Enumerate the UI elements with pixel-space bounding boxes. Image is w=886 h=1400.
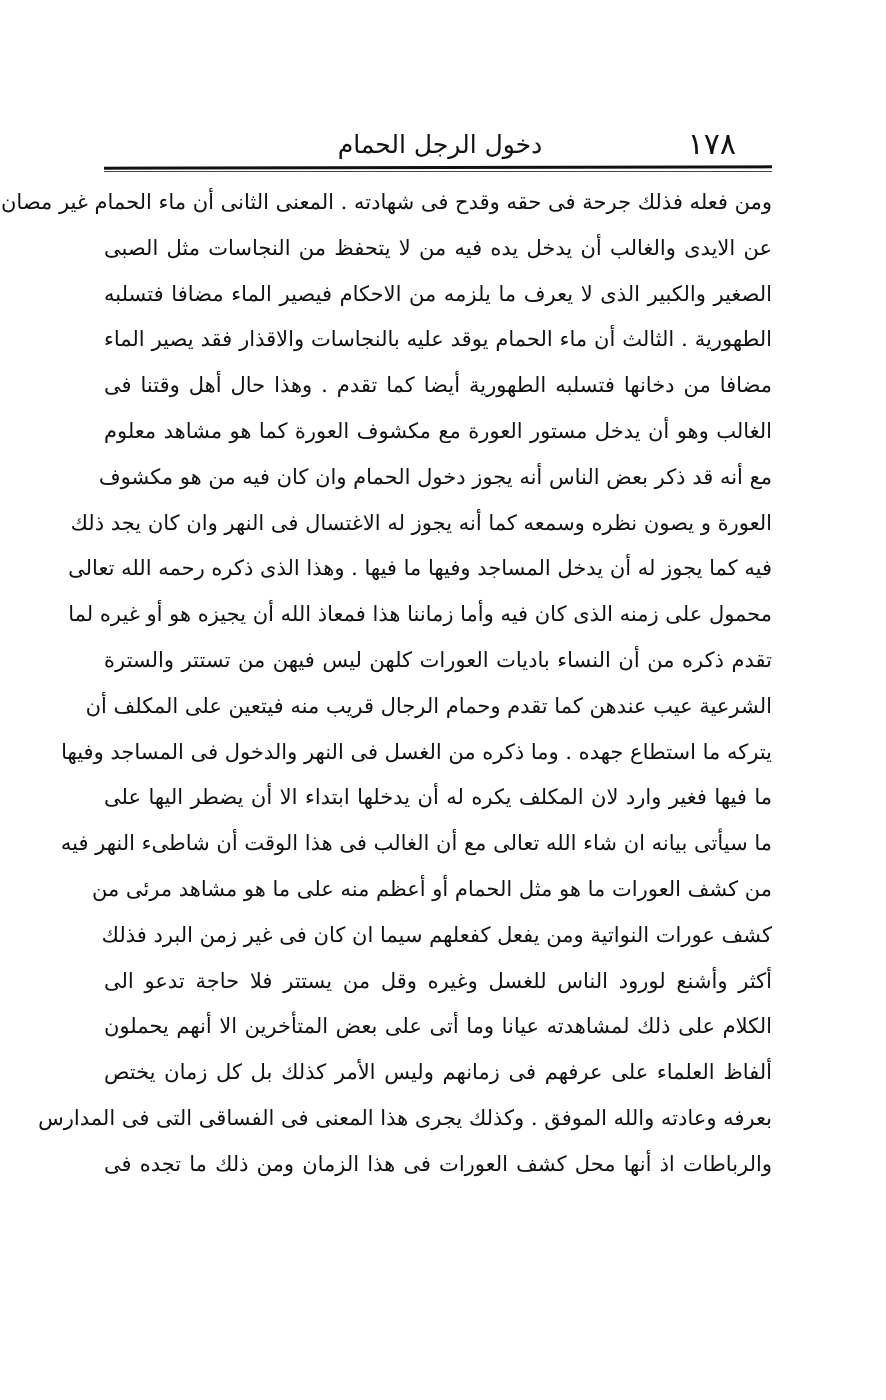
text-line: أكثر وأشنع لورود الناس للغسل وغيره وقل من يستتر فلا حاجة تدعو الى <box>104 968 772 993</box>
text-line: العورة و يصون نظره وسمعه كما أنه يجوز له الاغتسال فى النهر وان كان يجد ذلك <box>70 510 772 535</box>
text-line: مع أنه قد ذكر بعض الناس أنه يجوز دخول الحمام وان كان فيه من هو مكشوف <box>98 464 772 489</box>
text-line: الشرعية عيب عندهن كما تقدم وحمام الرجال قريب منه فيتعين على المكلف أن <box>85 693 772 718</box>
text-line: عن الايدى والغالب أن يدخل يده فيه من لا يتحفظ من النجاسات مثل الصبى <box>104 235 772 260</box>
header-rule-thin <box>104 171 772 172</box>
text-line: ألفاظ العلماء على عرفهم فى زمانهم وليس الأمر كذلك بل كل زمان يختص <box>104 1060 772 1085</box>
header-rule <box>104 165 772 169</box>
text-line: ومن فعله فذلك جرحة فى حقه وقدح فى شهادته . المعنى الثانى أن ماء الحمام غير مصان <box>1 190 772 214</box>
text-line: ما سيأتى بيانه ان شاء الله تعالى مع أن الغالب فى هذا الوقت أن شاطىء النهر فيه <box>60 831 772 856</box>
page-number: ١٧٨ <box>687 127 736 162</box>
running-head: دخول الرجل الحمام <box>337 130 543 159</box>
text-line: الطهورية . الثالث أن ماء الحمام يوقد عليه بالنجاسات والاقذار فقد يصير الماء <box>104 327 772 352</box>
text-line: الغالب وهو أن يدخل مستور العورة مع مكشوف العورة كما هو مشاهد معلوم <box>104 418 772 443</box>
body-text <box>1 180 772 1188</box>
text-line: من كشف العورات ما هو مثل الحمام أو أعظم منه على ما هو مشاهد مرئى من <box>91 876 772 901</box>
text-line: الصغير والكبير الذى لا يعرف ما يلزمه من الاحكام فيصير الماء مضافا فتسلبه <box>104 281 772 306</box>
text-line: ما فيها فغير وارد لان المكلف يكره له أن يدخلها ابتداء الا أن يضطر اليها على <box>104 785 772 810</box>
text-line: مضافا من دخانها فتسلبه الطهورية أيضا كما تقدم . وهذا حال أهل وقتنا فى <box>104 373 772 398</box>
text-line: كشف عورات النواتية ومن يفعل كفعلهم سيما ان كان فى غير زمن البرد فذلك <box>101 922 772 947</box>
page-header <box>104 118 776 168</box>
text-line: بعرفه وعادته والله الموفق . وكذلك يجرى هذا المعنى فى الفساقى التى فى المدارس <box>38 1105 772 1130</box>
text-line: فيه كما يجوز له أن يدخل المساجد وفيها ما فيها . وهذا الذى ذكره رحمه الله تعالى <box>68 556 772 581</box>
text-line: تقدم ذكره من أن النساء باديات العورات كلهن ليس فيهن من تستتر والسترة <box>104 647 772 672</box>
text-line: محمول على زمنه الذى كان فيه وأما زماننا هذا فمعاذ الله أن يجيزه هو أو غيره لما <box>68 602 772 627</box>
text-line: والرباطات اذ أنها محل كشف العورات فى هذا الزمان ومن ذلك ما تجده فى <box>104 1151 772 1176</box>
text-line: يتركه ما استطاع جهده . وما ذكره من الغسل فى النهر والدخول فى المساجد وفيها <box>61 739 772 764</box>
text-line: الكلام على ذلك لمشاهدته عيانا وما أتى على بعض المتأخرين الا أنهم يحملون <box>104 1014 772 1039</box>
